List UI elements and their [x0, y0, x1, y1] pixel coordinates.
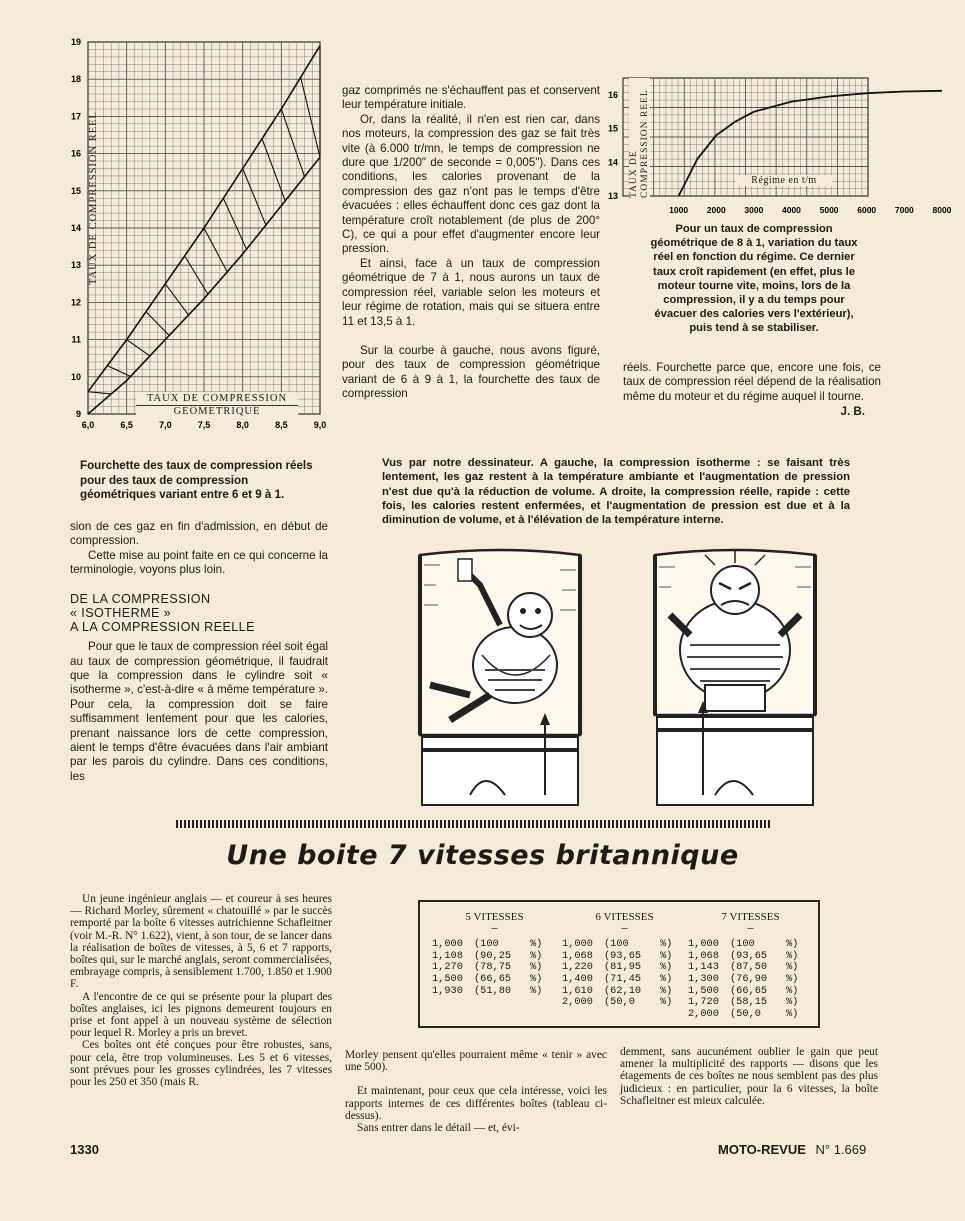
gear-percent-sign: %)	[660, 972, 673, 985]
gear-percent: (76,90	[730, 972, 768, 985]
right-para: réels. Fourchette parce que, encore une fois, ce taux de compression réel dépend de la réalisation même du moteur et du régime auquel il tourne.	[623, 361, 881, 403]
right-chart-xtick: 8000	[932, 205, 952, 215]
gear-percent: (62,10	[604, 984, 642, 997]
left-chart-ytick: 9	[75, 409, 81, 419]
gear-percent-sign: %)	[660, 984, 673, 997]
gear-ratio: 1,068	[688, 949, 719, 962]
left-chart-xtick: 7,0	[159, 420, 172, 430]
right-chart-xtick: 4000	[782, 205, 801, 215]
left-chart-svg	[60, 30, 335, 450]
gear-percent-sign: %)	[660, 996, 673, 1009]
box-column-3	[620, 1046, 878, 1107]
gear-percent: (100	[604, 938, 629, 951]
left-chart-xlabel-1: TAUX DE COMPRESSION	[136, 393, 298, 406]
right-chart-ylabel	[629, 78, 650, 198]
right-chart-svg	[605, 72, 952, 218]
box-column-1	[70, 893, 332, 1088]
gear-percent: (93,65	[730, 949, 768, 962]
gear-percent-sign: %)	[786, 938, 799, 951]
left-chart-xtick: 8,5	[275, 420, 288, 430]
gear-column	[432, 912, 557, 997]
left-para-3: Pour que le taux de compression réel soit égal au taux de compression géométrique, il faudrait que la compression dans le cylindre soit « isotherme », c'est-à-dire « à même température ». Pour cela, la compression doit se faire suffisamment lentement pour que les calories, prenant naissance lors de cette compression, aient le temps d'être évacuées dans l'air ambiant par les parois du cylindre. Dans ces conditions, les	[70, 640, 328, 783]
gear-percent-sign: %)	[530, 938, 543, 951]
gear-percent-sign: %)	[786, 996, 799, 1009]
gear-ratio: 1,610	[562, 984, 593, 997]
gear-percent: (51,80	[474, 984, 512, 997]
gear-percent-sign: %)	[786, 961, 799, 974]
left-chart-hatch	[165, 284, 188, 315]
gear-percent-sign: %)	[660, 938, 673, 951]
left-chart-xtick: 8,0	[236, 420, 249, 430]
gear-ratio: 1,068	[562, 949, 593, 962]
gear-column-dash: —	[491, 922, 498, 935]
gear-ratio-row	[688, 1009, 813, 1021]
gear-column-dash: —	[621, 922, 628, 935]
divider-stripe	[176, 820, 772, 828]
box-col1-para-2: A l'encontre de ce qui se présente pour la plupart des boîtes anglaises, ici les pignons demeurent toujours en prise et font appel à un nouveau système de sélection pour lequel R. Morley a pris un brevet.	[70, 990, 332, 1040]
right-chart-ylabel-2: COMPRESSION REEL	[639, 89, 650, 198]
gear-ratio: 1,930	[432, 984, 463, 997]
left-para-1: sion de ces gaz en fin d'admission, en début de compression.	[70, 520, 328, 548]
gear-ratio: 1,220	[562, 961, 593, 974]
gear-percent: (100	[474, 938, 499, 951]
gear-ratio-row	[432, 986, 557, 998]
box-col1-para-1: Un jeune ingénieur anglais — et coureur à ses heures — Richard Morley, sûrement « chatouillé » par le succès remporté par la boîte 6 vitesses autrichienne Schafleitner (voir M.-R. N° 1.622), vient, à son tour, de se lancer dans la réalisation de boîtes de vitesses, à 5, 6 et 7 rapports, boîtes qui, sur le marché anglais, seront commercialisées, embrayage compris, à sensiblement 1.700, 1.850 et 1.900 F.	[70, 893, 332, 991]
gear-ratio: 1,500	[688, 984, 719, 997]
issue-number: N° 1.669	[815, 1142, 867, 1157]
right-column	[623, 361, 881, 420]
gear-ratio-row	[562, 974, 687, 986]
gear-percent-sign: %)	[530, 972, 543, 985]
gear-table-columns	[420, 902, 818, 1026]
gear-column-dash: —	[747, 922, 754, 935]
left-chart	[60, 30, 335, 450]
left-chart-caption: Fourchette des taux de compression réels pour des taux de compression géométriques variant entre 6 et 9 à 1.	[80, 459, 313, 501]
gear-percent: (50,0	[730, 1007, 761, 1020]
right-chart	[605, 72, 952, 218]
gear-percent: (87,50	[730, 961, 768, 974]
gear-percent: (100	[730, 938, 755, 951]
gear-ratio: 1,500	[432, 972, 463, 985]
gear-percent-sign: %)	[530, 984, 543, 997]
gear-ratio: 2,000	[562, 996, 593, 1009]
gear-column	[562, 912, 687, 1009]
box-col2-para-1: Morley pensent qu'elles pourraient même « tenir » avec une 500).	[345, 1049, 607, 1074]
gear-column-header: 5 VITESSES	[465, 911, 524, 923]
left-chart-ytick: 18	[70, 74, 81, 85]
gear-percent: (66,65	[730, 984, 768, 997]
gear-ratio: 1,000	[688, 938, 719, 951]
right-chart-caption: Pour un taux de compression géométrique de 8 à 1, variation du taux réel en fonction du régime. Ce dernier taux croît rapidement (en effet, plus le moteur tourne vite, moins, lors de la compression, il y a du temps pour évacuer des calories vers l'extérieur), puis tend à se stabiliser.	[650, 223, 858, 335]
gear-percent-sign: %)	[660, 961, 673, 974]
left-chart-hatch	[243, 168, 266, 225]
gear-ratio: 1,143	[688, 961, 719, 974]
right-chart-xtick: 2000	[706, 205, 726, 215]
left-column	[70, 520, 328, 784]
left-chart-ytick: 17	[70, 111, 81, 122]
box-col1-para-3: Ces boîtes ont été conçues pour être robustes, sans, pour cela, être trop volumineuses. Les 5 et 6 vitesses, sont prévues pour les grosses cylindrées, les 7 vitesses pour les 250 et 350 (mais R.	[70, 1039, 332, 1089]
gear-ratio: 1,108	[432, 949, 463, 962]
left-chart-hatch	[281, 109, 304, 177]
right-chart-ylabel-1: TAUX DE	[629, 150, 639, 198]
gear-percent-sign: %)	[786, 1007, 799, 1020]
right-chart-xtick: 5000	[819, 205, 839, 215]
gear-column-header: 6 VITESSES	[595, 911, 654, 923]
cartoon-real-compression	[645, 545, 825, 810]
mid-para-2: Or, dans la réalité, il n'en est rien car, dans nos moteurs, la compression des gaz se fait très vite (à 6.000 tr/mn, le temps de compression ne dure que 1/200" de seconde = 0,005"). Dans ces conditions, les calories provenant de la compression des gaz n'ont pas le temps d'être évacuées : elles échauffent donc ces gaz dont la température croît notablement (de plus de 200° C), ce qui a pour effet d'augmenter encore leur pression.	[342, 112, 600, 256]
left-chart-hatch	[88, 392, 111, 394]
left-chart-xlabel	[136, 392, 298, 419]
left-chart-ytick: 19	[70, 37, 81, 47]
gear-percent: (90,25	[474, 949, 512, 962]
gear-ratio: 1,720	[688, 996, 719, 1009]
mid-para-1: gaz comprimés ne s'échauffent pas et conservent leur température initiale.	[342, 84, 600, 112]
right-chart-ytick: 15	[607, 123, 618, 134]
gear-ratio-row	[688, 974, 813, 986]
left-chart-ytick: 14	[70, 223, 81, 233]
gear-percent: (81,95	[604, 961, 642, 974]
right-chart-ytick: 13	[607, 191, 618, 201]
left-chart-xtick: 6,0	[81, 420, 95, 430]
gear-percent: (71,45	[604, 972, 642, 985]
box-column-2	[345, 1049, 607, 1134]
left-chart-ytick: 15	[70, 185, 81, 196]
gear-column-header: 7 VITESSES	[721, 911, 780, 923]
right-chart-xlabel: Régime en t/m	[736, 175, 832, 186]
left-chart-xtick: 9,0	[313, 420, 327, 430]
left-chart-ytick: 12	[70, 297, 81, 308]
page-number: 1330	[70, 1142, 99, 1157]
gear-percent: (58,15	[730, 996, 768, 1009]
left-chart-hatch	[127, 340, 150, 356]
gear-table	[418, 900, 820, 1028]
gear-ratio-row	[562, 997, 687, 1009]
signature: J. B.	[840, 405, 865, 419]
gear-percent: (50,0	[604, 996, 635, 1009]
left-chart-ytick: 10	[70, 371, 81, 382]
gear-percent: (66,65	[474, 972, 512, 985]
left-chart-ylabel: TAUX DE COMPRESSION REEL	[88, 111, 99, 285]
box-col3-para: demment, sans aucunément oublier le gain que peut amener la multiplicité des rapports — disons que les étagements de ces boîtes ne nous semblent pas des plus judicieux : en particulier, pour la 6 vitesses, la boîte Schafleitner est mieux calculée.	[620, 1046, 878, 1107]
gear-ratio-row	[688, 997, 813, 1009]
left-chart-xlabel-2: GEOMETRIQUE	[173, 406, 261, 417]
box-col2-para-2: Et maintenant, pour ceux que cela intéresse, voici les rapports internes de ces différentes boîtes (tableau ci-dessus).	[345, 1085, 607, 1122]
mid-para-3: Et ainsi, face à un taux de compression géométrique de 7 à 1, nous aurons un taux de compression réel, variable selon les moteurs et leur régime de rotation, mais qui se situera entre 11 et 13,5 à 1.	[342, 256, 600, 328]
gear-percent-sign: %)	[786, 972, 799, 985]
right-chart-xtick: 7000	[894, 205, 914, 215]
gear-percent-sign: %)	[530, 949, 543, 962]
magazine-name: MOTO-REVUE	[718, 1142, 806, 1157]
gear-percent: (78,75	[474, 961, 512, 974]
right-chart-ytick: 16	[607, 89, 618, 100]
left-chart-hatch	[301, 77, 320, 157]
gear-ratio: 1,400	[562, 972, 593, 985]
section-heading-2: « ISOTHERME »	[70, 605, 172, 620]
gear-percent: (93,65	[604, 949, 642, 962]
mid-para-4: Sur la courbe à gauche, nous avons figuré, pour des taux de compression géométrique variant de 6 à 9 à 1, la fourchette des taux de compression	[342, 343, 600, 401]
left-chart-ytick: 13	[70, 260, 81, 271]
left-para-2: Cette mise au point faite en ce qui concerne la terminologie, voyons plus loin.	[70, 548, 328, 577]
illustration-caption: Vus par notre dessinateur. A gauche, la compression isotherme : se faisant très lentement, les gaz restent à la température ambiante et l'augmentation de pression n'est due qu'à la réduction de volume. A droite, la compression réelle, rapide : cette fois, les calories restent enfermées, et l'augmentation de pression est due et à la diminution de volume, et à l'élévation de la température interne.	[382, 457, 850, 527]
right-chart-ytick: 14	[607, 157, 618, 168]
right-chart-xtick: 6000	[857, 205, 877, 215]
cartoon-isothermal	[410, 545, 590, 810]
box-title: Une boite 7 vitesses britannique	[226, 840, 739, 871]
gear-percent-sign: %)	[786, 984, 799, 997]
gear-ratio: 2,000	[688, 1007, 719, 1020]
right-chart-xtick: 1000	[669, 205, 689, 215]
section-heading-1: DE LA COMPRESSION	[70, 591, 211, 606]
left-chart-ytick: 11	[71, 334, 81, 345]
section-heading-3: A LA COMPRESSION REELLE	[70, 620, 255, 635]
gear-ratio: 1,000	[562, 938, 593, 951]
right-chart-xtick: 3000	[744, 205, 764, 215]
gear-percent-sign: %)	[660, 949, 673, 962]
gear-percent-sign: %)	[786, 949, 799, 962]
gear-ratio: 1,300	[688, 972, 719, 985]
gear-ratio: 1,270	[432, 961, 463, 974]
gear-ratio-row	[432, 974, 557, 986]
left-chart-xtick: 7,5	[197, 420, 211, 430]
section-heading	[70, 592, 328, 635]
box-col2-para-3: Sans entrer dans le détail — et, évi-	[357, 1122, 520, 1135]
left-chart-ytick: 16	[70, 148, 81, 159]
gear-ratio: 1,000	[432, 938, 463, 951]
gear-column	[688, 912, 813, 1020]
footer-magazine	[718, 1142, 866, 1157]
gear-percent-sign: %)	[530, 961, 543, 974]
left-chart-xtick: 6,5	[120, 420, 133, 430]
middle-column	[342, 84, 600, 402]
